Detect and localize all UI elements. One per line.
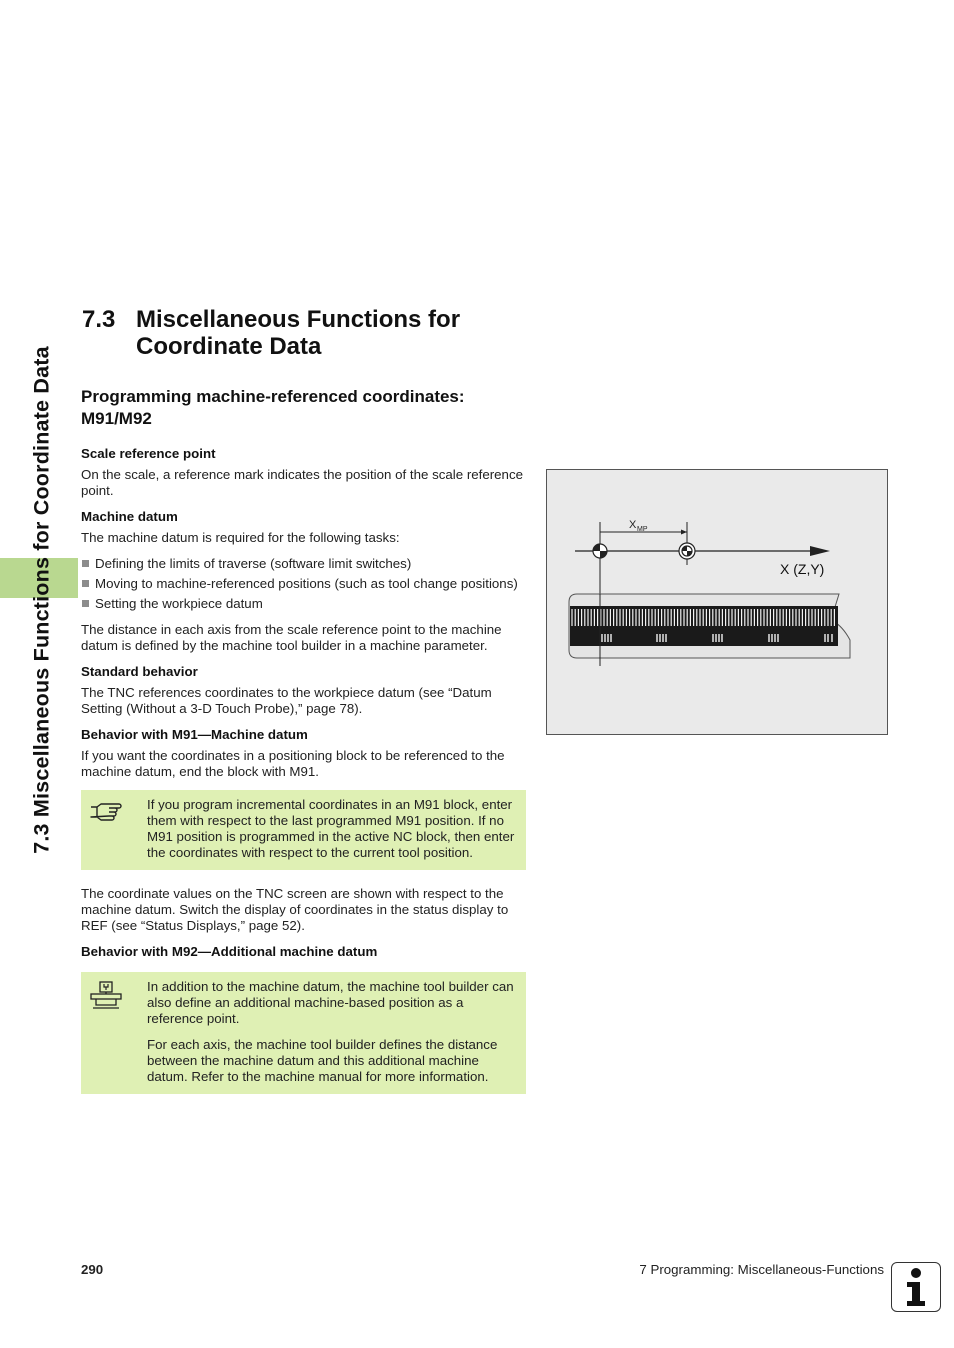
section-title-line1: Miscellaneous Functions for [136, 306, 461, 333]
dimension-label: X [629, 519, 637, 531]
section-title [82, 306, 460, 360]
scale-figure [546, 469, 888, 735]
m92-note-text-1: In addition to the machine datum, the machine tool builder can also define an additional machine-based position as a reference point. [147, 979, 514, 1026]
m91-note-text: If you program incremental coordinates in an M91 block, enter them with respect to the last programmed M91 position. If no M91 position is programmed in the active NC block, then enter the coordinates with respect to the current tool position. [147, 797, 515, 860]
scale-diagram [547, 470, 887, 734]
standard-heading: Standard behavior [81, 664, 198, 679]
scale-ref-heading: Scale reference point [81, 446, 216, 461]
machine-datum-intro: The machine datum is required for the following tasks: [81, 530, 400, 545]
subsection-title: Programming machine-referenced coordinates: M91/M92 [81, 387, 465, 428]
m92-note-text-2: For each axis, the machine tool builder defines the distance between the machine datum and this additional machine datum. Refer to the machine manual for more information. [147, 1037, 498, 1084]
machine-datum-list [81, 556, 526, 612]
chapter-footer: 7 Programming: Miscellaneous-Functions [639, 1262, 884, 1277]
bullet-icon [82, 560, 89, 567]
m91-heading: Behavior with M91—Machine datum [81, 727, 308, 742]
main-content [81, 446, 526, 1110]
list-item: Setting the workpiece datum [81, 596, 526, 612]
page-number: 290 [81, 1262, 104, 1277]
section-number: 7.3 [82, 306, 116, 333]
m92-heading: Behavior with M92—Additional machine datum [81, 944, 378, 959]
pointing-hand-icon [89, 799, 125, 827]
bullet-icon [82, 600, 89, 607]
section-title-line2: Coordinate Data [136, 333, 322, 360]
list-item: Defining the limits of traverse (software limit switches) [81, 556, 526, 572]
info-icon [891, 1262, 941, 1312]
bullet-icon [82, 580, 89, 587]
machine-datum-heading: Machine datum [81, 509, 178, 524]
m92-note [81, 972, 526, 1094]
standard-text: The TNC references coordinates to the workpiece datum (see “Datum Setting (Without a 3-D Touch Probe),” page 78). [81, 685, 492, 716]
machine-icon [89, 981, 123, 1015]
machine-datum-text: The distance in each axis from the scale reference point to the machine datum is defined by the machine tool builder in a machine parameter. [81, 622, 502, 653]
dimension-label-sub: MP [637, 526, 648, 533]
side-tab-label: 7.3 Miscellaneous Functions for Coordinate Data [29, 346, 54, 854]
m91-text: If you want the coordinates in a positioning block to be referenced to the machine datum, end the block with M91. [81, 748, 505, 779]
list-item: Moving to machine-referenced positions (such as tool change positions) [81, 576, 526, 592]
m91-text2: The coordinate values on the TNC screen are shown with respect to the machine datum. Switch the display of coordinates in the status display to REF (see “Status Displays,” page 52). [81, 886, 509, 933]
scale-ref-text: On the scale, a reference mark indicates the position of the scale reference point. [81, 467, 523, 498]
axis-label: X (Z,Y) [780, 561, 825, 577]
x-axis-arrow [810, 546, 830, 556]
dimension-arrow [681, 530, 687, 535]
m91-note [81, 790, 526, 870]
